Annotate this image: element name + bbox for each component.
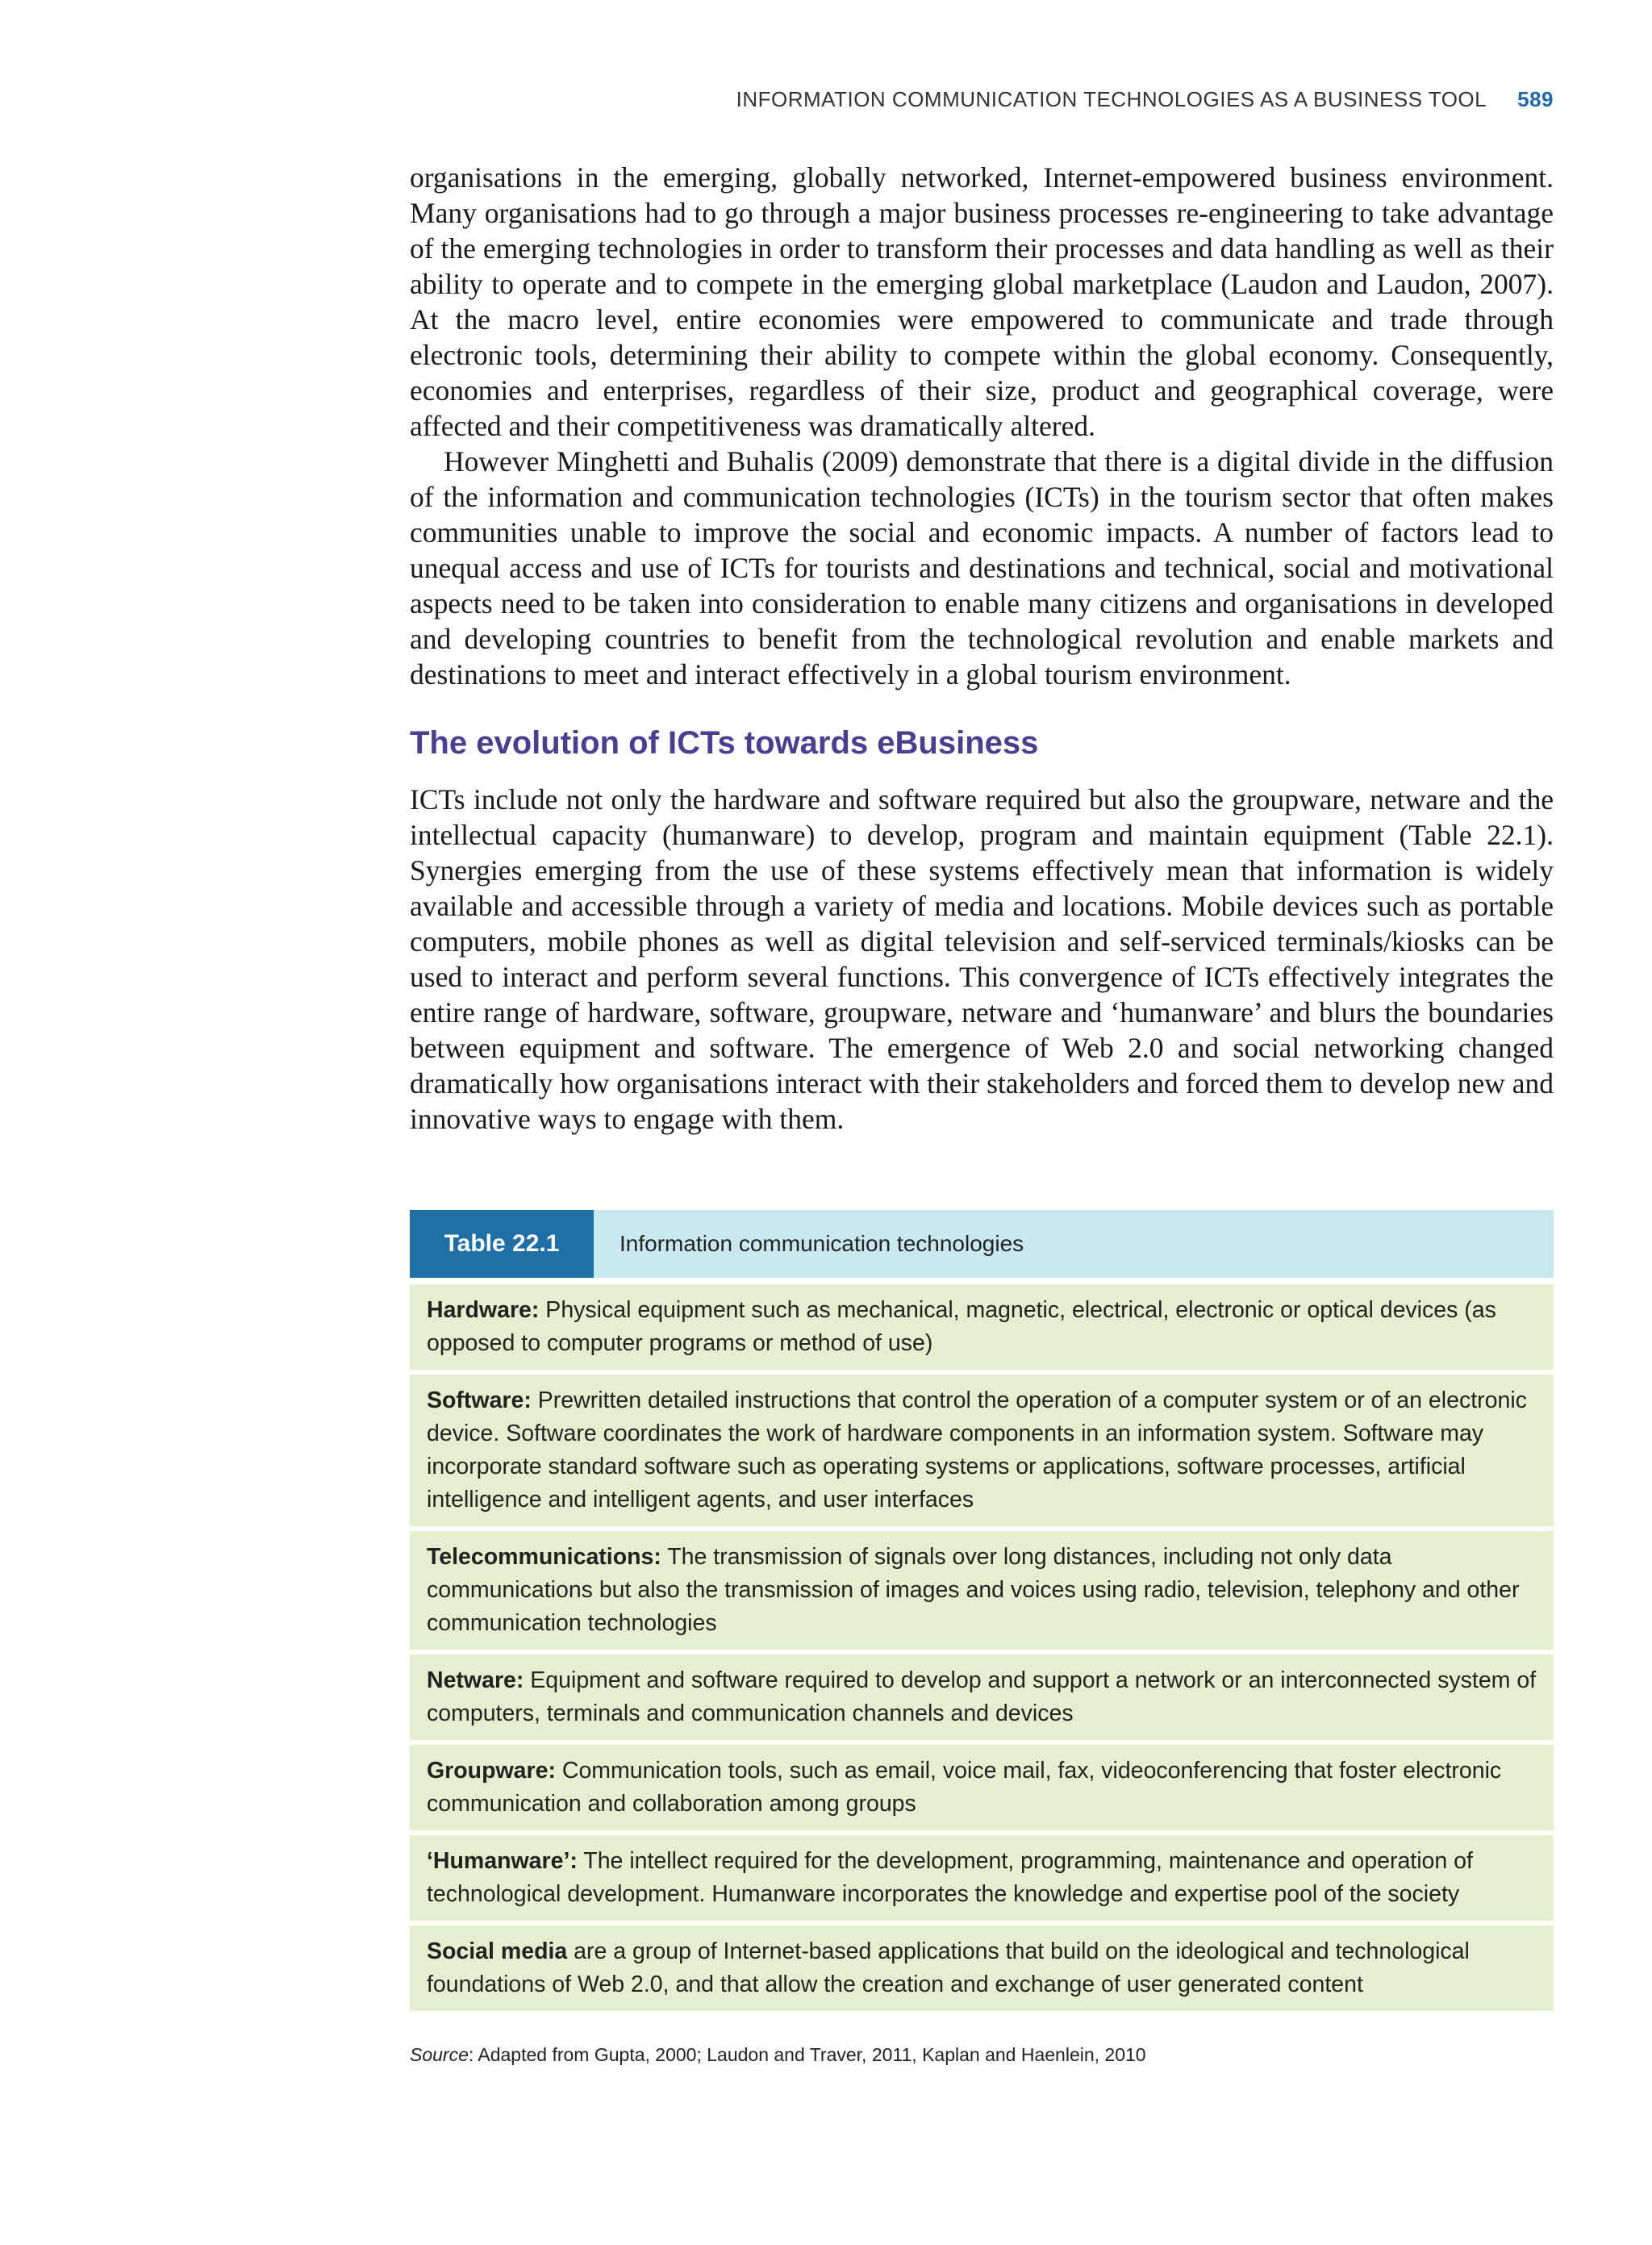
table-row-software (410, 1375, 1554, 1526)
table-row-netware (410, 1655, 1554, 1740)
row-description: The transmission of signals over long distances, including not only data communications but also the transmission of images and voices using radio, television, telephony and other communication technologies (427, 1544, 1520, 1636)
row-description: Prewritten detailed instructions that control the operation of a computer system or of an electronic device. Software coordinates the work of hardware components in an information system. Software may incorporate standard software such as operating systems or applications, software processes, artificial intelligence and intelligent agents, and user interfaces (427, 1387, 1527, 1513)
source-text: : Adapted from Gupta, 2000; Laudon and Traver, 2011, Kaplan and Haenlein, 2010 (468, 2044, 1146, 2065)
table-number: Table 22.1 (410, 1210, 594, 1278)
intro-paragraph-2: However Minghetti and Buhalis (2009) demonstrate that there is a digital divide in the diffusion of the information and communication technologies (ICTs) in the tourism sector that often makes communities unable to improve the social and economic impacts. A number of factors lead to unequal access and use of ICTs for tourists and destinations and technical, social and motivational aspects need to be taken into consideration to enable many citizens and organisations in developed and developing countries to benefit from the technological revolution and enable markets and destinations to meet and interact effectively in a global tourism environment. (410, 445, 1554, 691)
table-row-social-media (410, 1926, 1554, 2011)
section-heading: The evolution of ICTs towards eBusiness (410, 725, 1039, 761)
ict-table (410, 1210, 1554, 2016)
row-description: Communication tools, such as email, voice mail, fax, videoconferencing that foster electronic communication and collaboration among groups (427, 1758, 1502, 1817)
row-term: Social media (427, 1938, 568, 1964)
table-row-hardware (410, 1284, 1554, 1370)
row-description: Equipment and software required to develop and support a network or an interconnected system of computers, terminals and communication channels and devices (427, 1667, 1537, 1726)
intro-paragraph-1: organisations in the emerging, globally networked, Internet-empowered business environment. Many organisations had to go through a major business processes re-engineering to take advantage of the emerging technologies in order to transform their processes and data handling as well as their ability to operate and to compete in the emerging global marketplace (Laudon and Laudon, 2007). At the macro level, entire economies were empowered to communicate and trade through electronic tools, determining their ability to compete within the global economy. Consequently, economies and enterprises, regardless of their size, product and geographical coverage, were affected and their competitiveness was dramatically altered. (410, 161, 1554, 442)
table-row-humanware (410, 1835, 1554, 1921)
table-row-groupware (410, 1745, 1554, 1830)
row-term: Telecommunications: (427, 1544, 661, 1570)
table-caption (410, 1210, 1554, 1278)
table-rows (410, 1284, 1554, 2011)
row-description: Physical equipment such as mechanical, magnetic, electrical, electronic or optical devices (as opposed to computer programs or method of use) (427, 1297, 1496, 1356)
intro-text (410, 160, 1554, 692)
section-text (410, 782, 1554, 1137)
table-source (410, 2044, 1554, 2066)
row-term: Groupware: (427, 1758, 556, 1784)
source-label: Source (410, 2044, 469, 2065)
running-header (410, 87, 1554, 112)
row-term: Software: (427, 1387, 532, 1413)
row-term: Hardware: (427, 1297, 540, 1323)
page-number: 589 (1517, 87, 1554, 111)
row-term: ‘Humanware’: (427, 1848, 578, 1874)
table-row-telecommunications (410, 1531, 1554, 1650)
table-title: Information communication technologies (620, 1231, 1024, 1256)
row-description: The intellect required for the development, programming, maintenance and operation of technological development. Humanware incorporates the knowledge and expertise pool of the society (427, 1848, 1473, 1907)
running-title: INFORMATION COMMUNICATION TECHNOLOGIES AS A BUSINESS TOOL (736, 87, 1487, 111)
row-description: are a group of Internet-based applications that build on the ideological and technological foundations of Web 2.0, and that allow the creation and exchange of user generated content (427, 1938, 1470, 1997)
row-term: Netware: (427, 1667, 524, 1693)
section-paragraph: ICTs include not only the hardware and software required but also the groupware, netware and the intellectual capacity (humanware) to develop, program and maintain equipment (Table 22.1). Synergies emerging from the use of these systems effectively mean that information is widely available and accessible through a variety of media and locations. Mobile devices such as portable computers, mobile phones as well as digital television and self-serviced terminals/kiosks can be used to interact and perform several functions. This convergence of ICTs effectively integrates the entire range of hardware, software, groupware, netware and ‘humanware’ and blurs the boundaries between equipment and software. The emergence of Web 2.0 and social networking changed dramatically how organisations interact with their stakeholders and forced them to develop new and innovative ways to engage with them. (410, 783, 1554, 1135)
